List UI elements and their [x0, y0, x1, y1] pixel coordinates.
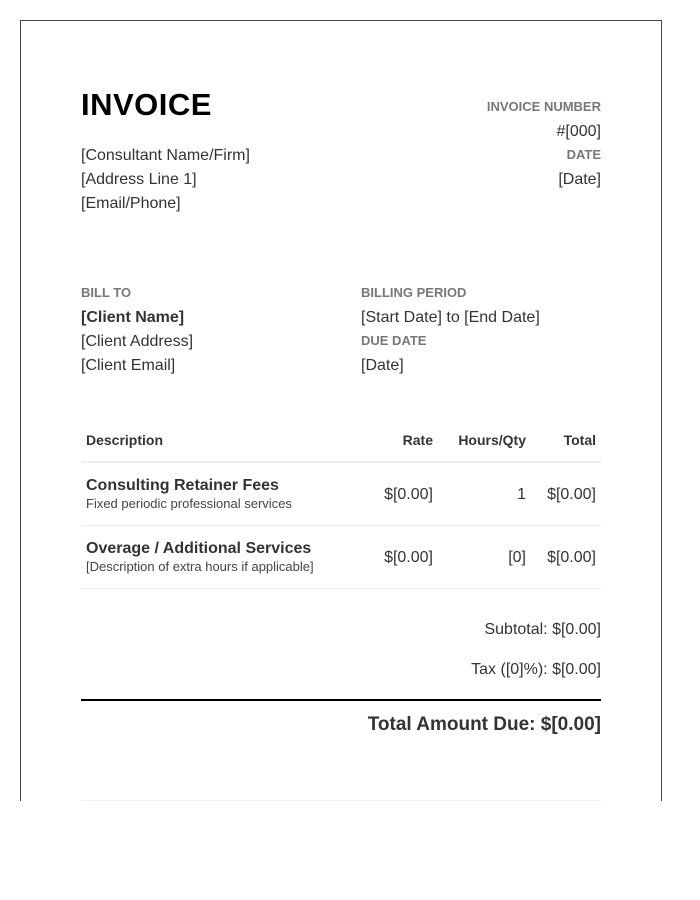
date-label: DATE — [566, 147, 601, 162]
table-header — [81, 421, 601, 463]
item-name: Overage / Additional Services — [86, 540, 312, 557]
invoice-title: INVOICE — [81, 87, 212, 122]
bill-to-label: BILL TO — [81, 285, 132, 300]
header-total: Total — [563, 432, 596, 448]
item-total: $[0.00] — [547, 486, 596, 503]
item-rate: $[0.00] — [384, 549, 433, 566]
item-total: $[0.00] — [547, 549, 596, 566]
line-items-table — [81, 421, 601, 589]
table-row — [81, 526, 601, 589]
subtotal: Subtotal: $[0.00] — [484, 621, 601, 638]
client-address: [Client Address] — [81, 333, 194, 350]
billing-period-label: BILLING PERIOD — [361, 285, 467, 300]
row-description — [86, 477, 292, 511]
invoice-number-label: INVOICE NUMBER — [486, 99, 601, 114]
invoice-date: [Date] — [558, 171, 601, 188]
item-name: Consulting Retainer Fees — [86, 477, 279, 494]
item-hours: [0] — [508, 549, 526, 566]
billing-period: [Start Date] to [End Date] — [361, 309, 540, 326]
invoice-page — [20, 20, 662, 801]
footer-divider — [81, 800, 601, 801]
consultant-address: [Address Line 1] — [81, 171, 197, 188]
item-hours: 1 — [517, 486, 526, 503]
consultant-contact: [Email/Phone] — [81, 195, 181, 212]
item-subtitle: Fixed periodic professional services — [86, 496, 292, 511]
header-description: Description — [86, 432, 164, 448]
due-date: [Date] — [361, 357, 404, 374]
consultant-name: [Consultant Name/Firm] — [81, 147, 250, 164]
row-description — [86, 540, 314, 574]
header-rate: Rate — [402, 432, 433, 448]
total-divider — [81, 699, 601, 701]
client-name: [Client Name] — [81, 309, 185, 326]
invoice-number: #[000] — [556, 123, 601, 140]
tax: Tax ([0]%): $[0.00] — [471, 661, 601, 678]
client-email: [Client Email] — [81, 357, 176, 374]
due-date-label: DUE DATE — [361, 333, 427, 348]
header-hours: Hours/Qty — [458, 432, 526, 448]
total-amount-due: Total Amount Due: $[0.00] — [367, 714, 601, 735]
item-rate: $[0.00] — [384, 486, 433, 503]
table-row — [81, 463, 601, 526]
item-subtitle: [Description of extra hours if applicable] — [86, 559, 314, 574]
